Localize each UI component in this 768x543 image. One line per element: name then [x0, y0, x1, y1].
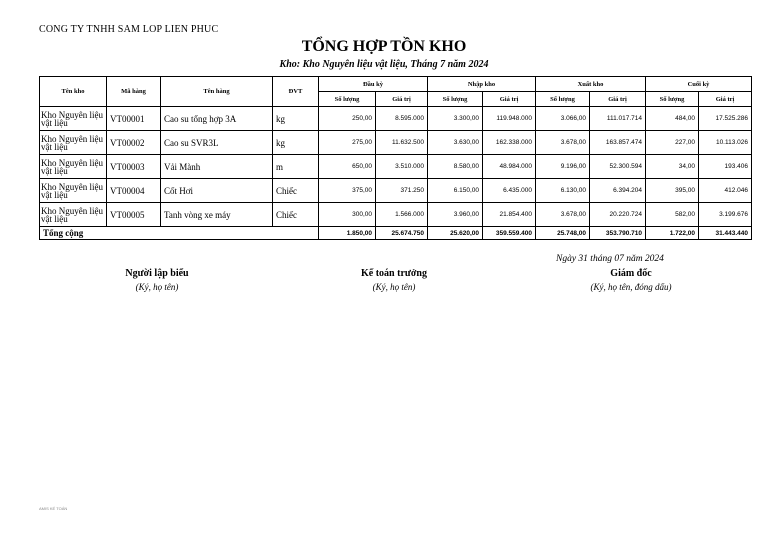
- accountant-hint: (Ký, họ tên): [372, 282, 416, 292]
- table-row: [40, 203, 752, 227]
- cell-xuat-kho-sl: 3.678,00: [536, 203, 590, 227]
- subheader-gia-tri: Giá trị: [699, 92, 752, 107]
- cell-xuat-kho-sl: 3.066,00: [536, 107, 590, 131]
- cell-xuat-kho-sl: 3.678,00: [536, 131, 590, 155]
- cell-nhap-kho-gt: 6.435.000: [483, 179, 536, 203]
- signature-director: [531, 268, 731, 292]
- cell-cuoi-ky-sl: 227,00: [646, 131, 699, 155]
- subheader-so-luong: Số lượng: [319, 92, 376, 107]
- footer-brand: AMIS KẾ TOÁN: [39, 506, 68, 511]
- total-dau-ky-gt: 25.674.750: [376, 227, 428, 240]
- signature-date: Ngày 31 tháng 07 năm 2024: [556, 254, 664, 264]
- cell-cuoi-ky-sl: 484,00: [646, 107, 699, 131]
- cell-kho: Kho Nguyên liệu vật liệu: [40, 155, 107, 179]
- table-row: [40, 179, 752, 203]
- cell-ten-hang: Cao su SVR3L: [161, 131, 273, 155]
- cell-kho: Kho Nguyên liệu vật liệu: [40, 107, 107, 131]
- table-row: [40, 107, 752, 131]
- cell-ten-hang: Cao su tổng hợp 3A: [161, 107, 273, 131]
- cell-nhap-kho-gt: 48.984.000: [483, 155, 536, 179]
- total-cuoi-ky-gt: 31.443.440: [699, 227, 752, 240]
- cell-xuat-kho-sl: 9.196,00: [536, 155, 590, 179]
- cell-nhap-kho-sl: 3.630,00: [428, 131, 483, 155]
- cell-xuat-kho-gt: 6.394.204: [590, 179, 646, 203]
- total-cuoi-ky-sl: 1.722,00: [646, 227, 699, 240]
- inventory-table: [39, 76, 752, 240]
- header-cuoi-ky: Cuối kỳ: [646, 77, 752, 92]
- cell-dau-ky-sl: 300,00: [319, 203, 376, 227]
- cell-dvt: Chiếc: [273, 179, 319, 203]
- cell-xuat-kho-gt: 163.857.474: [590, 131, 646, 155]
- cell-dau-ky-gt: 8.595.000: [376, 107, 428, 131]
- cell-dvt: kg: [273, 107, 319, 131]
- cell-nhap-kho-sl: 8.580,00: [428, 155, 483, 179]
- cell-ten-hang: Tanh vòng xe máy: [161, 203, 273, 227]
- cell-ma-hang: VT00004: [107, 179, 161, 203]
- subheader-so-luong: Số lượng: [536, 92, 590, 107]
- cell-ten-hang: Vải Mành: [161, 155, 273, 179]
- cell-dau-ky-sl: 275,00: [319, 131, 376, 155]
- header-ten-kho: Tên kho: [40, 77, 107, 107]
- accountant-role: Kế toán trưởng: [361, 268, 427, 279]
- total-xuat-kho-gt: 353.790.710: [590, 227, 646, 240]
- table-row: [40, 155, 752, 179]
- signature-preparer: [57, 268, 257, 292]
- cell-cuoi-ky-gt: 412.046: [699, 179, 752, 203]
- signature-accountant: [294, 268, 494, 292]
- cell-ma-hang: VT00002: [107, 131, 161, 155]
- header-xuat-kho: Xuất kho: [536, 77, 646, 92]
- cell-dau-ky-sl: 250,00: [319, 107, 376, 131]
- cell-nhap-kho-gt: 162.338.000: [483, 131, 536, 155]
- cell-dau-ky-sl: 375,00: [319, 179, 376, 203]
- total-label: Tổng cộng: [40, 227, 319, 240]
- cell-dvt: kg: [273, 131, 319, 155]
- total-dau-ky-sl: 1.850,00: [319, 227, 376, 240]
- report-title: TỔNG HỢP TỒN KHO: [301, 38, 467, 55]
- cell-kho: Kho Nguyên liệu vật liệu: [40, 203, 107, 227]
- cell-dau-ky-sl: 650,00: [319, 155, 376, 179]
- subheader-gia-tri: Giá trị: [590, 92, 646, 107]
- cell-xuat-kho-gt: 20.220.724: [590, 203, 646, 227]
- company-name: CONG TY TNHH SAM LOP LIEN PHUC: [39, 24, 219, 35]
- subheader-gia-tri: Giá trị: [376, 92, 428, 107]
- total-nhap-kho-gt: 359.559.400: [483, 227, 536, 240]
- cell-cuoi-ky-gt: 193.406: [699, 155, 752, 179]
- cell-dau-ky-gt: 1.566.000: [376, 203, 428, 227]
- cell-ma-hang: VT00001: [107, 107, 161, 131]
- total-nhap-kho-sl: 25.620,00: [428, 227, 483, 240]
- cell-cuoi-ky-sl: 582,00: [646, 203, 699, 227]
- header-dvt: ĐVT: [273, 77, 319, 107]
- subheader-gia-tri: Giá trị: [483, 92, 536, 107]
- cell-cuoi-ky-gt: 3.199.676: [699, 203, 752, 227]
- total-row: [40, 227, 752, 240]
- cell-ma-hang: VT00005: [107, 203, 161, 227]
- cell-xuat-kho-gt: 52.300.594: [590, 155, 646, 179]
- header-ma-hang: Mã hàng: [107, 77, 161, 107]
- cell-kho: Kho Nguyên liệu vật liệu: [40, 131, 107, 155]
- cell-dau-ky-gt: 3.510.000: [376, 155, 428, 179]
- director-role: Giám đốc: [610, 268, 652, 279]
- director-hint: (Ký, họ tên, đóng dấu): [590, 282, 672, 292]
- cell-dau-ky-gt: 371.250: [376, 179, 428, 203]
- total-xuat-kho-sl: 25.748,00: [536, 227, 590, 240]
- cell-nhap-kho-sl: 3.300,00: [428, 107, 483, 131]
- preparer-hint: (Ký, họ tên): [135, 282, 179, 292]
- cell-cuoi-ky-sl: 34,00: [646, 155, 699, 179]
- subheader-so-luong: Số lượng: [646, 92, 699, 107]
- cell-xuat-kho-gt: 111.017.714: [590, 107, 646, 131]
- header-nhap-kho: Nhập kho: [428, 77, 536, 92]
- cell-nhap-kho-sl: 3.960,00: [428, 203, 483, 227]
- cell-dvt: Chiếc: [273, 203, 319, 227]
- cell-cuoi-ky-gt: 10.113.026: [699, 131, 752, 155]
- cell-xuat-kho-sl: 6.130,00: [536, 179, 590, 203]
- cell-nhap-kho-gt: 119.948.000: [483, 107, 536, 131]
- cell-ten-hang: Cốt Hơi: [161, 179, 273, 203]
- preparer-role: Người lập biểu: [125, 268, 189, 279]
- cell-kho: Kho Nguyên liệu vật liệu: [40, 179, 107, 203]
- report-subtitle: Kho: Kho Nguyên liệu vật liệu, Tháng 7 năm 2024: [279, 59, 489, 70]
- cell-nhap-kho-gt: 21.854.400: [483, 203, 536, 227]
- cell-cuoi-ky-gt: 17.525.286: [699, 107, 752, 131]
- cell-cuoi-ky-sl: 395,00: [646, 179, 699, 203]
- cell-dvt: m: [273, 155, 319, 179]
- cell-dau-ky-gt: 11.632.500: [376, 131, 428, 155]
- table-row: [40, 131, 752, 155]
- cell-ma-hang: VT00003: [107, 155, 161, 179]
- cell-nhap-kho-sl: 6.150,00: [428, 179, 483, 203]
- header-dau-ky: Đầu kỳ: [319, 77, 428, 92]
- header-ten-hang: Tên hàng: [161, 77, 273, 107]
- subheader-so-luong: Số lượng: [428, 92, 483, 107]
